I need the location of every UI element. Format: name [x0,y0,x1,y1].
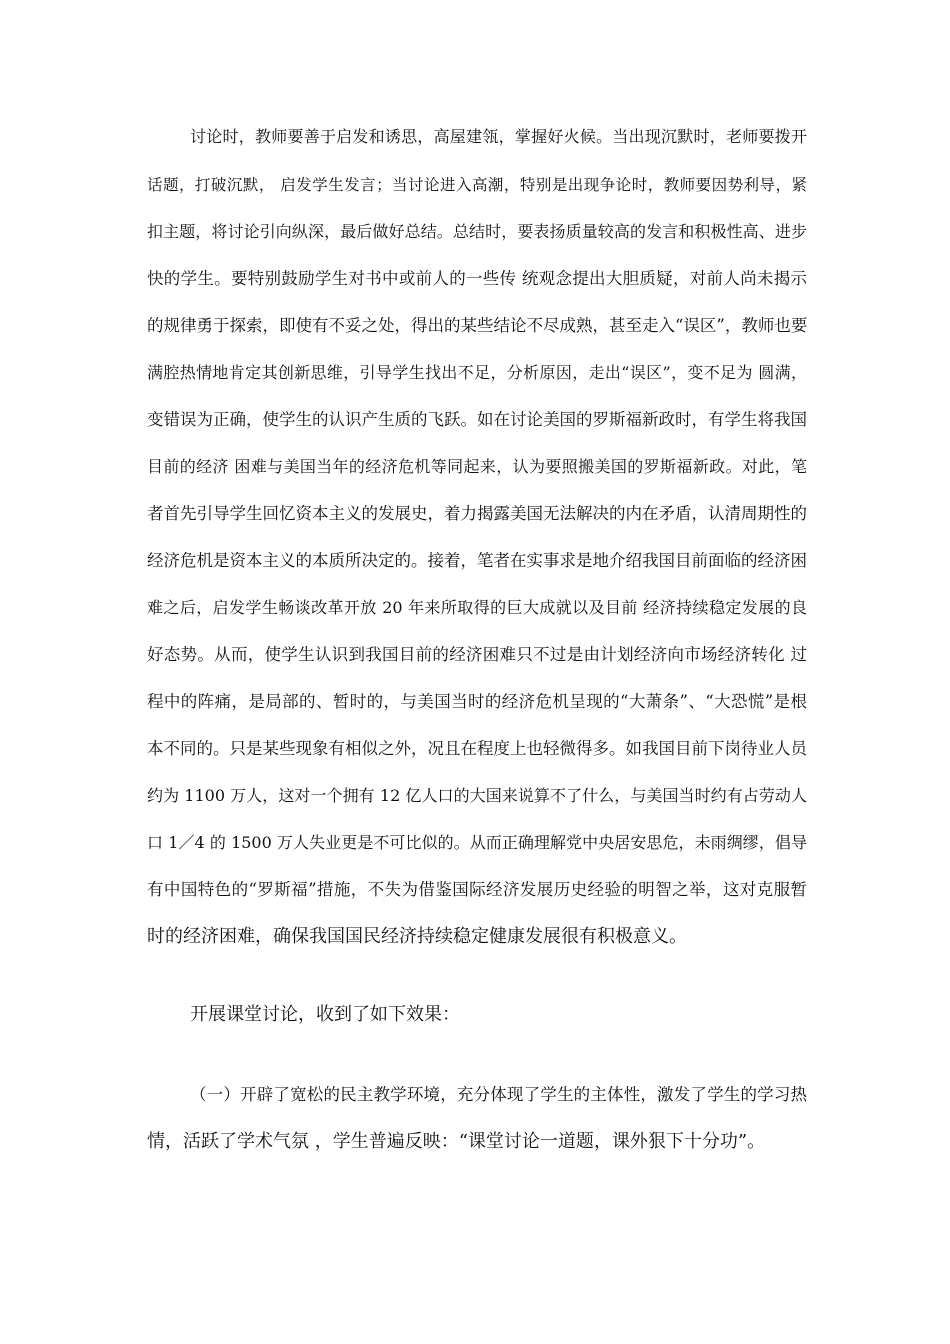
paragraph-1-line-1: 讨论时，教师要善于启发和诱思，高屋建瓴，掌握好火候。当出现沉默时，老师要拨开 [190,127,807,146]
paragraph-1-line-18: 时的经济困难，确保我国国民经济持续稳定健康发展很有积极意义。 [147,926,687,947]
paragraph-3-line-2: 情，活跃了学术气氛 ，学生普遍反映：“课堂讨论一道题，课外狠下十分功”。 [147,1131,766,1152]
paragraph-1-line-9: 者首先引导学生回忆资本主义的发展史，着力揭露美国无法解决的内在矛盾，认清周期性的 [147,504,807,523]
paragraph-1-line-17: 有中国特色的“罗斯福”措施，不失为借鉴国际经济发展历史经验的明智之举，这对克服暂 [147,880,807,899]
paragraph-1-line-2: 话题，打破沉默， 启发学生发言；当讨论进入高潮，特别是出现争论时，教师要因势利导，紧 [147,176,807,194]
paragraph-1-line-5: 的规律勇于探索，即使有不妥之处，得出的某些结论不尽成熟，甚至走入“误区”，教师也要 [147,316,808,335]
paragraph-1-line-16: 口 1／4 的 1500 万人失业更是不可比似的。从而正确理解党中央居安思危，未雨绸缪，倡导 [147,833,807,852]
paragraph-1-line-15: 约为 1100 万人，这对一个拥有 12 亿人口的大国来说算不了什么，与美国当时约有占劳动人 [147,786,807,805]
paragraph-1-line-4: 快的学生。要特别鼓励学生对书中或前人的一些传 统观念提出大胆质疑，对前人尚未揭示 [147,269,807,288]
paragraph-1-line-7: 变错误为正确，使学生的认识产生质的飞跃。如在讨论美国的罗斯福新政时，有学生将我国 [147,410,807,429]
paragraph-2: 开展课堂讨论，收到了如下效果： [190,1004,460,1025]
paragraph-1-line-13: 程中的阵痛，是局部的、暂时的，与美国当时的经济危机呈现的“大萧条”、“大恐慌”是根 [147,692,807,711]
paragraph-1-line-8: 目前的经济 困难与美国当年的经济危机等同起来，认为要照搬美国的罗斯福新政。对此，笔 [147,457,807,476]
paragraph-1-line-12: 好态势。从而，使学生认识到我国目前的经济困难只不过是由计划经济向市场经济转化 过 [147,645,807,664]
paragraph-1-line-11: 难之后，启发学生畅谈改革开放 20 年来所取得的巨大成就以及目前 经济持续稳定发展的良 [147,598,807,617]
paragraph-3-line-1: （一）开辟了宽松的民主教学环境，充分体现了学生的主体性，激发了学生的学习热 [190,1085,807,1104]
paragraph-1-line-3: 扣主题，将讨论引向纵深，最后做好总结。总结时，要表扬质量较高的发言和积极性高、进步 [147,222,807,241]
paragraph-1-line-10: 经济危机是资本主义的本质所决定的。接着，笔者在实事求是地介绍我国目前面临的经济困 [147,551,807,570]
paragraph-1-line-14: 本不同的。只是某些现象有相似之外，况且在程度上也轻微得多。如我国目前下岗待业人员 [147,739,807,758]
paragraph-1-line-6: 满腔热情地肯定其创新思维，引导学生找出不足，分析原因，走出“误区”，变不足为 圆满， [147,363,807,382]
